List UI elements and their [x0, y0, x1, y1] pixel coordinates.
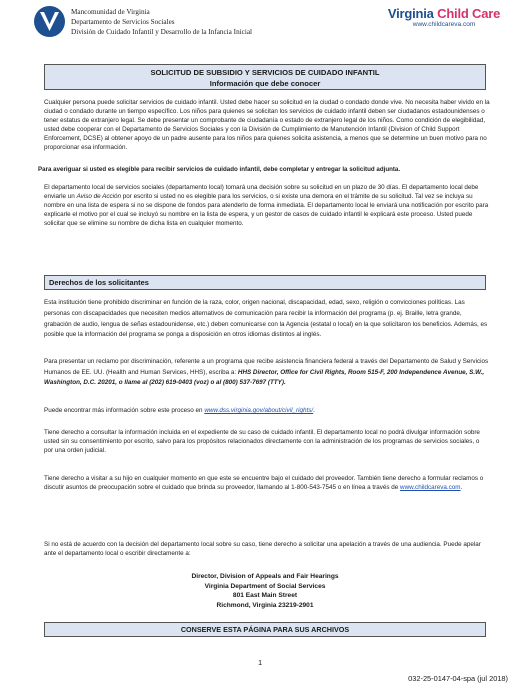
- intro-paragraph-2: Para averiguar si usted es elegible para recibir servicios de cuidado infantil, debe completar y entregar la solicitud adjunta.: [38, 166, 401, 173]
- agency-line-1: Mancomunidad de Virginia: [71, 8, 150, 16]
- rights-paragraph-1: Esta institución tiene prohibido discriminar en función de la raza, color, origen nacional, discapacidad, edad, sexo, religión o convicciones políticas. Las personas con discapacidades que necesiten medios alternativos de comunicación para recibir la información del programa (p. ej. Braille, letra grande, grabación de audio, lengua de señas estadounidense, etc.) deben comunicarse con la Agencia (estatal o local) en la que solicitaron los beneficios. Además, es posible que la información del programa se ponga a disposición en otros idiomas distintos al inglés.: [44, 299, 488, 339]
- aviso-de-accion: Aviso de Acción: [76, 193, 122, 201]
- brand-url[interactable]: www.childcareva.com: [412, 21, 476, 28]
- document-title: SOLICITUD DE SUBSIDIO Y SERVICIOS DE CUIDADO INFANTIL: [150, 68, 380, 77]
- form-number: 032-25-0147-04-spa (jul 2018): [408, 674, 508, 683]
- rights-paragraph-6: Si no está de acuerdo con la decisión del departamento local sobre su caso, tiene derecho a solicitar una apelación a través de una audiencia. Puede apelar ante el departamento local o escribir directamente a:: [44, 541, 481, 558]
- rights-paragraph-4: Tiene derecho a consultar la información incluida en el expediente de su caso de cuidado infantil. El departamento local no podrá divulgar información sobre usted sin su consentimiento por escrito, salvo para los propósitos relacionados directamente con la administración de los programas de servicios sociales, o por una orden judicial.: [44, 429, 480, 455]
- rights-paragraph-5: [44, 474, 490, 492]
- agency-line-2: Departamento de Servicios Sociales: [71, 18, 175, 26]
- keep-page-notice: CONSERVE ESTA PÁGINA PARA SUS ARCHIVOS: [44, 622, 486, 637]
- document-title-box: [44, 64, 486, 90]
- intro-paragraph-1: Cualquier persona puede solicitar servicios de cuidado infantil. Usted debe hacer su solicitud en la ciudad o condado donde vive. No necesita haber vivido en la ciudad o condado durante un tiempo específico. Los niños para quienes se solicitan los servicios de cuidado infantil deben ser ciudadanos estadounidenses o tener estatus de extranjero legal. Se debe presentar un comprobante de ciudadanía o estado de extranjero legal de los niños. Como condición de elegibilidad, usted debe cooperar con el Departamento de Servicios Sociales y con la División de Cumplimiento de Manutención Infantil (Division of Child Support Enforcement, DCSE) al obtener apoyo de un padre ausente para los niños para quienes solicita asistencia, a menos que se determine un buen motivo para no proporcionar esa información.: [44, 99, 490, 152]
- rights-p3-end: .: [313, 407, 315, 414]
- appeals-address: [44, 572, 486, 610]
- agency-line-3: División de Cuidado Infantil y Desarrollo de la Infancia Inicial: [71, 28, 253, 36]
- brand-part-2: Child Care: [437, 6, 501, 21]
- brand-part-1: Virginia: [387, 6, 434, 21]
- rights-p5-end: .: [460, 484, 463, 492]
- address-line-3: 801 East Main Street: [232, 592, 298, 600]
- rights-paragraph-3: [44, 406, 490, 415]
- intro-p3-text-a: El departamento local de servicios sociales (departamento local) tomará una decisión sobre su solicitud en un plazo de 30 días. El departamento local debe enviarle un: [44, 184, 479, 201]
- vdss-logo-icon: [34, 6, 65, 37]
- page-header: [34, 6, 504, 56]
- address-line-1: Director, Division of Appeals and Fair Hearings: [191, 573, 339, 580]
- rights-heading: Derechos de los solicitantes: [44, 275, 486, 290]
- address-line-4: Richmond, Virginia 23219-2901: [216, 601, 314, 609]
- agency-block: [71, 7, 252, 37]
- intro-p3-text-c: por escrito si usted no es elegible para los servicios, o si existe una demora en el trámite de su solicitud. Tal vez se incluya su nombre en una lista de espera si no se dispone de fondos para atenderlo de forma inmediata. El departamento local le enviará una notificación por escrito para explicarle el motivo por el cual se incluyó su nombre en la lista de espera, y un gestor de casos de cuidado infantil le explicará este proceso. Usted puede solicitar que se elimine su nombre de dicha lista en cualquier momento.: [44, 193, 489, 228]
- address-line-2: Virginia Department of Social Services: [204, 582, 326, 590]
- brand-logo: [384, 6, 504, 28]
- rights-p3-text: Puede encontrar más información sobre este proceso en: [44, 407, 205, 414]
- hhs-contact: HHS Director, Office for Civil Rights, Room 515-F, 200 Independence Avenue, S.W., Washington, D.C. 20201, o llame al (202) 619-0403 (voz) o al (800) 537-7697 (TTY).: [44, 368, 485, 387]
- intro-paragraph-3: [44, 183, 490, 228]
- brand-title: [384, 6, 504, 21]
- document-subtitle: Información que debe conocer: [209, 79, 321, 88]
- rights-paragraph-2: [44, 357, 490, 389]
- civil-rights-link[interactable]: www.dss.virginia.gov/about/civil_rights/: [204, 407, 314, 414]
- childcareva-link[interactable]: www.childcareva.com: [400, 484, 461, 492]
- rights-p2-text: Para presentar un reclamo por discriminación, referente a un programa que recibe asistencia financiera federal a través del Departamento de Salud y Servicios Humanos de EE. UU. (Health and Human Services, HHS), escriba a:: [44, 358, 489, 376]
- page-number: 1: [258, 658, 263, 667]
- rights-p5-text: Tiene derecho a visitar a su hijo en cualquier momento en que este se encuentre bajo el cuidado del proveedor. También tiene derecho a formular reclamos o discutir asuntos de preocupación sobre el cuidado que brinda su proveedor, llamando al 1-800-543-7545 o en línea a través de: [44, 475, 484, 492]
